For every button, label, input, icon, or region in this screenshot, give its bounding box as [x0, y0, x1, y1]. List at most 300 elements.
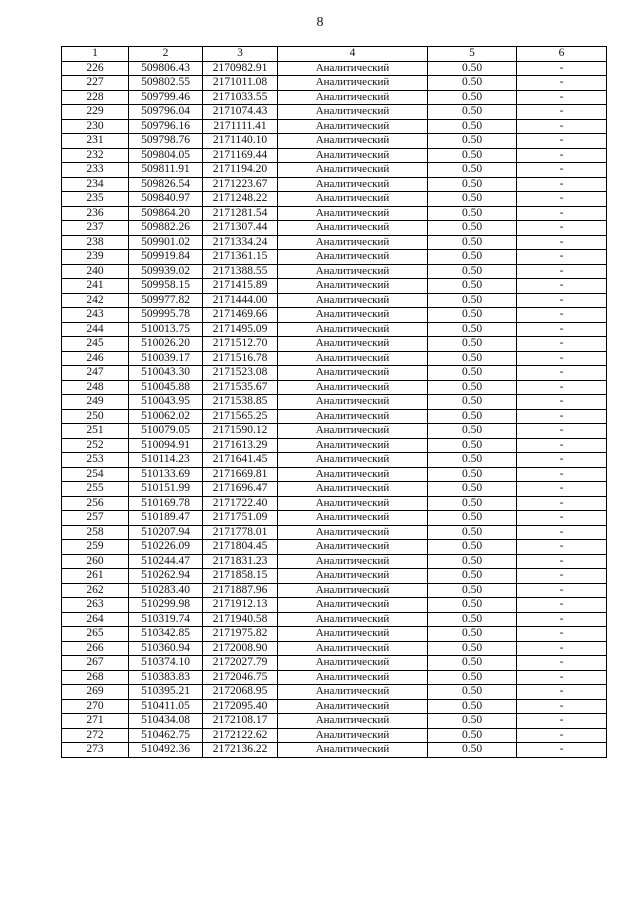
accuracy-cell: 0.50: [428, 728, 517, 743]
method-cell: Аналитический: [278, 409, 428, 424]
table-row: [62, 728, 607, 743]
table-row: [62, 583, 607, 598]
point-number-cell: 231: [62, 134, 129, 149]
y-coordinate-cell: 2171887.96: [203, 583, 278, 598]
note-cell: -: [517, 264, 607, 279]
point-number-cell: 254: [62, 467, 129, 482]
note-cell: -: [517, 90, 607, 105]
y-coordinate-cell: 2171940.58: [203, 612, 278, 627]
x-coordinate-cell: 510395.21: [129, 685, 203, 700]
point-number-cell: 227: [62, 76, 129, 91]
table-row: [62, 148, 607, 163]
accuracy-cell: 0.50: [428, 699, 517, 714]
table-row: [62, 511, 607, 526]
method-cell: Аналитический: [278, 90, 428, 105]
point-number-cell: 240: [62, 264, 129, 279]
method-cell: Аналитический: [278, 598, 428, 613]
note-cell: -: [517, 206, 607, 221]
y-coordinate-cell: 2171444.00: [203, 293, 278, 308]
note-cell: -: [517, 250, 607, 265]
point-number-cell: 259: [62, 540, 129, 555]
method-cell: Аналитический: [278, 467, 428, 482]
note-cell: -: [517, 525, 607, 540]
accuracy-cell: 0.50: [428, 235, 517, 250]
note-cell: -: [517, 438, 607, 453]
accuracy-cell: 0.50: [428, 177, 517, 192]
y-coordinate-cell: 2171590.12: [203, 424, 278, 439]
accuracy-cell: 0.50: [428, 337, 517, 352]
table-row: [62, 250, 607, 265]
accuracy-cell: 0.50: [428, 221, 517, 236]
table-row: [62, 380, 607, 395]
table-row: [62, 337, 607, 352]
point-number-cell: 267: [62, 656, 129, 671]
table-row: [62, 366, 607, 381]
method-cell: Аналитический: [278, 525, 428, 540]
x-coordinate-cell: 509796.04: [129, 105, 203, 120]
x-coordinate-cell: 510299.98: [129, 598, 203, 613]
table-row: [62, 641, 607, 656]
table-row: [62, 569, 607, 584]
x-coordinate-cell: 509799.46: [129, 90, 203, 105]
x-coordinate-cell: 509882.26: [129, 221, 203, 236]
method-cell: Аналитический: [278, 728, 428, 743]
x-coordinate-cell: 509802.55: [129, 76, 203, 91]
method-cell: Аналитический: [278, 714, 428, 729]
column-header: 4: [278, 47, 428, 62]
note-cell: -: [517, 714, 607, 729]
y-coordinate-cell: 2171912.13: [203, 598, 278, 613]
note-cell: -: [517, 105, 607, 120]
point-number-cell: 263: [62, 598, 129, 613]
point-number-cell: 265: [62, 627, 129, 642]
point-number-cell: 242: [62, 293, 129, 308]
y-coordinate-cell: 2171361.15: [203, 250, 278, 265]
method-cell: Аналитический: [278, 656, 428, 671]
point-number-cell: 246: [62, 351, 129, 366]
note-cell: -: [517, 467, 607, 482]
note-cell: -: [517, 641, 607, 656]
table-row: [62, 293, 607, 308]
method-cell: Аналитический: [278, 743, 428, 758]
note-cell: -: [517, 511, 607, 526]
note-cell: -: [517, 569, 607, 584]
y-coordinate-cell: 2172136.22: [203, 743, 278, 758]
method-cell: Аналитический: [278, 308, 428, 323]
y-coordinate-cell: 2172108.17: [203, 714, 278, 729]
x-coordinate-cell: 510151.99: [129, 482, 203, 497]
note-cell: -: [517, 380, 607, 395]
x-coordinate-cell: 509977.82: [129, 293, 203, 308]
note-cell: -: [517, 743, 607, 758]
method-cell: Аналитический: [278, 337, 428, 352]
note-cell: -: [517, 496, 607, 511]
x-coordinate-cell: 509939.02: [129, 264, 203, 279]
method-cell: Аналитический: [278, 670, 428, 685]
table-row: [62, 163, 607, 178]
point-number-cell: 270: [62, 699, 129, 714]
x-coordinate-cell: 509811.91: [129, 163, 203, 178]
column-header: 1: [62, 47, 129, 62]
x-coordinate-cell: 510043.30: [129, 366, 203, 381]
accuracy-cell: 0.50: [428, 496, 517, 511]
note-cell: -: [517, 728, 607, 743]
point-number-cell: 269: [62, 685, 129, 700]
x-coordinate-cell: 510244.47: [129, 554, 203, 569]
method-cell: Аналитический: [278, 511, 428, 526]
point-number-cell: 272: [62, 728, 129, 743]
x-coordinate-cell: 510026.20: [129, 337, 203, 352]
table-row: [62, 612, 607, 627]
point-number-cell: 253: [62, 453, 129, 468]
table-row: [62, 119, 607, 134]
x-coordinate-cell: 509796.16: [129, 119, 203, 134]
method-cell: Аналитический: [278, 235, 428, 250]
accuracy-cell: 0.50: [428, 308, 517, 323]
x-coordinate-cell: 509804.05: [129, 148, 203, 163]
method-cell: Аналитический: [278, 351, 428, 366]
point-number-cell: 266: [62, 641, 129, 656]
note-cell: -: [517, 308, 607, 323]
y-coordinate-cell: 2172046.75: [203, 670, 278, 685]
accuracy-cell: 0.50: [428, 279, 517, 294]
y-coordinate-cell: 2171140.10: [203, 134, 278, 149]
y-coordinate-cell: 2171194.20: [203, 163, 278, 178]
accuracy-cell: 0.50: [428, 395, 517, 410]
accuracy-cell: 0.50: [428, 598, 517, 613]
note-cell: -: [517, 61, 607, 76]
x-coordinate-cell: 510045.88: [129, 380, 203, 395]
y-coordinate-cell: 2171388.55: [203, 264, 278, 279]
point-number-cell: 244: [62, 322, 129, 337]
x-coordinate-cell: 510062.02: [129, 409, 203, 424]
table-row: [62, 525, 607, 540]
column-header: 3: [203, 47, 278, 62]
table-row: [62, 438, 607, 453]
accuracy-cell: 0.50: [428, 612, 517, 627]
accuracy-cell: 0.50: [428, 627, 517, 642]
point-number-cell: 235: [62, 192, 129, 207]
point-number-cell: 252: [62, 438, 129, 453]
accuracy-cell: 0.50: [428, 583, 517, 598]
y-coordinate-cell: 2171804.45: [203, 540, 278, 555]
point-number-cell: 228: [62, 90, 129, 105]
method-cell: Аналитический: [278, 134, 428, 149]
accuracy-cell: 0.50: [428, 351, 517, 366]
y-coordinate-cell: 2171778.01: [203, 525, 278, 540]
note-cell: -: [517, 409, 607, 424]
point-number-cell: 271: [62, 714, 129, 729]
method-cell: Аналитический: [278, 641, 428, 656]
y-coordinate-cell: 2171565.25: [203, 409, 278, 424]
note-cell: -: [517, 337, 607, 352]
y-coordinate-cell: 2171334.24: [203, 235, 278, 250]
y-coordinate-cell: 2171751.09: [203, 511, 278, 526]
x-coordinate-cell: 510169.78: [129, 496, 203, 511]
x-coordinate-cell: 510492.36: [129, 743, 203, 758]
method-cell: Аналитический: [278, 119, 428, 134]
accuracy-cell: 0.50: [428, 409, 517, 424]
note-cell: -: [517, 293, 607, 308]
note-cell: -: [517, 163, 607, 178]
note-cell: -: [517, 76, 607, 91]
x-coordinate-cell: 509901.02: [129, 235, 203, 250]
accuracy-cell: 0.50: [428, 656, 517, 671]
point-number-cell: 247: [62, 366, 129, 381]
method-cell: Аналитический: [278, 699, 428, 714]
x-coordinate-cell: 509919.84: [129, 250, 203, 265]
accuracy-cell: 0.50: [428, 453, 517, 468]
table-row: [62, 177, 607, 192]
table-row: [62, 322, 607, 337]
x-coordinate-cell: 510226.09: [129, 540, 203, 555]
point-number-cell: 234: [62, 177, 129, 192]
table-row: [62, 264, 607, 279]
accuracy-cell: 0.50: [428, 540, 517, 555]
table-row: [62, 670, 607, 685]
note-cell: -: [517, 134, 607, 149]
x-coordinate-cell: 510114.23: [129, 453, 203, 468]
y-coordinate-cell: 2171722.40: [203, 496, 278, 511]
x-coordinate-cell: 510133.69: [129, 467, 203, 482]
y-coordinate-cell: 2171538.85: [203, 395, 278, 410]
point-number-cell: 250: [62, 409, 129, 424]
accuracy-cell: 0.50: [428, 467, 517, 482]
table-row: [62, 395, 607, 410]
page-number: 8: [316, 15, 324, 30]
x-coordinate-cell: 510383.83: [129, 670, 203, 685]
method-cell: Аналитический: [278, 496, 428, 511]
note-cell: -: [517, 627, 607, 642]
table-row: [62, 743, 607, 758]
method-cell: Аналитический: [278, 61, 428, 76]
table-row: [62, 467, 607, 482]
x-coordinate-cell: 510043.95: [129, 395, 203, 410]
accuracy-cell: 0.50: [428, 641, 517, 656]
x-coordinate-cell: 510374.10: [129, 656, 203, 671]
accuracy-cell: 0.50: [428, 525, 517, 540]
method-cell: Аналитический: [278, 583, 428, 598]
point-number-cell: 264: [62, 612, 129, 627]
note-cell: -: [517, 583, 607, 598]
note-cell: -: [517, 235, 607, 250]
accuracy-cell: 0.50: [428, 119, 517, 134]
table-body: [62, 61, 607, 757]
point-number-cell: 229: [62, 105, 129, 120]
table-row: [62, 206, 607, 221]
method-cell: Аналитический: [278, 163, 428, 178]
coordinates-table: [61, 46, 607, 758]
y-coordinate-cell: 2171248.22: [203, 192, 278, 207]
column-header: 6: [517, 47, 607, 62]
y-coordinate-cell: 2171535.67: [203, 380, 278, 395]
method-cell: Аналитический: [278, 482, 428, 497]
accuracy-cell: 0.50: [428, 61, 517, 76]
y-coordinate-cell: 2171613.29: [203, 438, 278, 453]
accuracy-cell: 0.50: [428, 424, 517, 439]
y-coordinate-cell: 2172122.62: [203, 728, 278, 743]
y-coordinate-cell: 2171523.08: [203, 366, 278, 381]
method-cell: Аналитический: [278, 424, 428, 439]
point-number-cell: 262: [62, 583, 129, 598]
accuracy-cell: 0.50: [428, 380, 517, 395]
x-coordinate-cell: 510319.74: [129, 612, 203, 627]
note-cell: -: [517, 656, 607, 671]
table-row: [62, 134, 607, 149]
accuracy-cell: 0.50: [428, 438, 517, 453]
note-cell: -: [517, 699, 607, 714]
y-coordinate-cell: 2171074.43: [203, 105, 278, 120]
x-coordinate-cell: 509995.78: [129, 308, 203, 323]
table-row: [62, 598, 607, 613]
accuracy-cell: 0.50: [428, 134, 517, 149]
y-coordinate-cell: 2171858.15: [203, 569, 278, 584]
method-cell: Аналитический: [278, 206, 428, 221]
method-cell: Аналитический: [278, 279, 428, 294]
point-number-cell: 245: [62, 337, 129, 352]
note-cell: -: [517, 119, 607, 134]
point-number-cell: 230: [62, 119, 129, 134]
table-row: [62, 308, 607, 323]
accuracy-cell: 0.50: [428, 670, 517, 685]
y-coordinate-cell: 2171223.67: [203, 177, 278, 192]
y-coordinate-cell: 2171011.08: [203, 76, 278, 91]
column-header: 2: [129, 47, 203, 62]
method-cell: Аналитический: [278, 322, 428, 337]
y-coordinate-cell: 2171669.81: [203, 467, 278, 482]
y-coordinate-cell: 2172008.90: [203, 641, 278, 656]
x-coordinate-cell: 509958.15: [129, 279, 203, 294]
y-coordinate-cell: 2171033.55: [203, 90, 278, 105]
note-cell: -: [517, 322, 607, 337]
table-row: [62, 685, 607, 700]
method-cell: Аналитический: [278, 192, 428, 207]
column-header: 5: [428, 47, 517, 62]
x-coordinate-cell: 509798.76: [129, 134, 203, 149]
note-cell: -: [517, 598, 607, 613]
point-number-cell: 268: [62, 670, 129, 685]
table-row: [62, 192, 607, 207]
table-row: [62, 554, 607, 569]
method-cell: Аналитический: [278, 438, 428, 453]
accuracy-cell: 0.50: [428, 511, 517, 526]
x-coordinate-cell: 510207.94: [129, 525, 203, 540]
note-cell: -: [517, 395, 607, 410]
point-number-cell: 260: [62, 554, 129, 569]
y-coordinate-cell: 2170982.91: [203, 61, 278, 76]
point-number-cell: 233: [62, 163, 129, 178]
point-number-cell: 239: [62, 250, 129, 265]
accuracy-cell: 0.50: [428, 366, 517, 381]
method-cell: Аналитический: [278, 177, 428, 192]
table-row: [62, 424, 607, 439]
table-row: [62, 76, 607, 91]
note-cell: -: [517, 540, 607, 555]
y-coordinate-cell: 2171516.78: [203, 351, 278, 366]
method-cell: Аналитический: [278, 453, 428, 468]
x-coordinate-cell: 509806.43: [129, 61, 203, 76]
x-coordinate-cell: 510094.91: [129, 438, 203, 453]
method-cell: Аналитический: [278, 380, 428, 395]
accuracy-cell: 0.50: [428, 163, 517, 178]
point-number-cell: 249: [62, 395, 129, 410]
note-cell: -: [517, 482, 607, 497]
table-row: [62, 61, 607, 76]
table-row: [62, 351, 607, 366]
y-coordinate-cell: 2171111.41: [203, 119, 278, 134]
method-cell: Аналитический: [278, 685, 428, 700]
y-coordinate-cell: 2171641.45: [203, 453, 278, 468]
note-cell: -: [517, 424, 607, 439]
table-row: [62, 90, 607, 105]
x-coordinate-cell: 510013.75: [129, 322, 203, 337]
y-coordinate-cell: 2171469.66: [203, 308, 278, 323]
note-cell: -: [517, 685, 607, 700]
x-coordinate-cell: 510283.40: [129, 583, 203, 598]
accuracy-cell: 0.50: [428, 554, 517, 569]
x-coordinate-cell: 509826.54: [129, 177, 203, 192]
x-coordinate-cell: 510462.75: [129, 728, 203, 743]
accuracy-cell: 0.50: [428, 148, 517, 163]
table-row: [62, 482, 607, 497]
table-header-row: [62, 47, 607, 62]
accuracy-cell: 0.50: [428, 192, 517, 207]
accuracy-cell: 0.50: [428, 743, 517, 758]
note-cell: -: [517, 177, 607, 192]
method-cell: Аналитический: [278, 569, 428, 584]
x-coordinate-cell: 510434.08: [129, 714, 203, 729]
note-cell: -: [517, 453, 607, 468]
note-cell: -: [517, 221, 607, 236]
y-coordinate-cell: 2172095.40: [203, 699, 278, 714]
y-coordinate-cell: 2171169.44: [203, 148, 278, 163]
point-number-cell: 258: [62, 525, 129, 540]
point-number-cell: 255: [62, 482, 129, 497]
accuracy-cell: 0.50: [428, 264, 517, 279]
point-number-cell: 261: [62, 569, 129, 584]
table-row: [62, 714, 607, 729]
note-cell: -: [517, 148, 607, 163]
point-number-cell: 257: [62, 511, 129, 526]
table-row: [62, 279, 607, 294]
accuracy-cell: 0.50: [428, 90, 517, 105]
y-coordinate-cell: 2172068.95: [203, 685, 278, 700]
note-cell: -: [517, 554, 607, 569]
x-coordinate-cell: 509864.20: [129, 206, 203, 221]
point-number-cell: 243: [62, 308, 129, 323]
y-coordinate-cell: 2171831.23: [203, 554, 278, 569]
point-number-cell: 273: [62, 743, 129, 758]
accuracy-cell: 0.50: [428, 293, 517, 308]
note-cell: -: [517, 612, 607, 627]
accuracy-cell: 0.50: [428, 250, 517, 265]
point-number-cell: 256: [62, 496, 129, 511]
table-row: [62, 453, 607, 468]
accuracy-cell: 0.50: [428, 206, 517, 221]
table-row: [62, 496, 607, 511]
method-cell: Аналитический: [278, 250, 428, 265]
method-cell: Аналитический: [278, 76, 428, 91]
method-cell: Аналитический: [278, 395, 428, 410]
y-coordinate-cell: 2171281.54: [203, 206, 278, 221]
method-cell: Аналитический: [278, 105, 428, 120]
table-row: [62, 221, 607, 236]
x-coordinate-cell: 510262.94: [129, 569, 203, 584]
y-coordinate-cell: 2171307.44: [203, 221, 278, 236]
point-number-cell: 251: [62, 424, 129, 439]
table-row: [62, 540, 607, 555]
note-cell: -: [517, 351, 607, 366]
